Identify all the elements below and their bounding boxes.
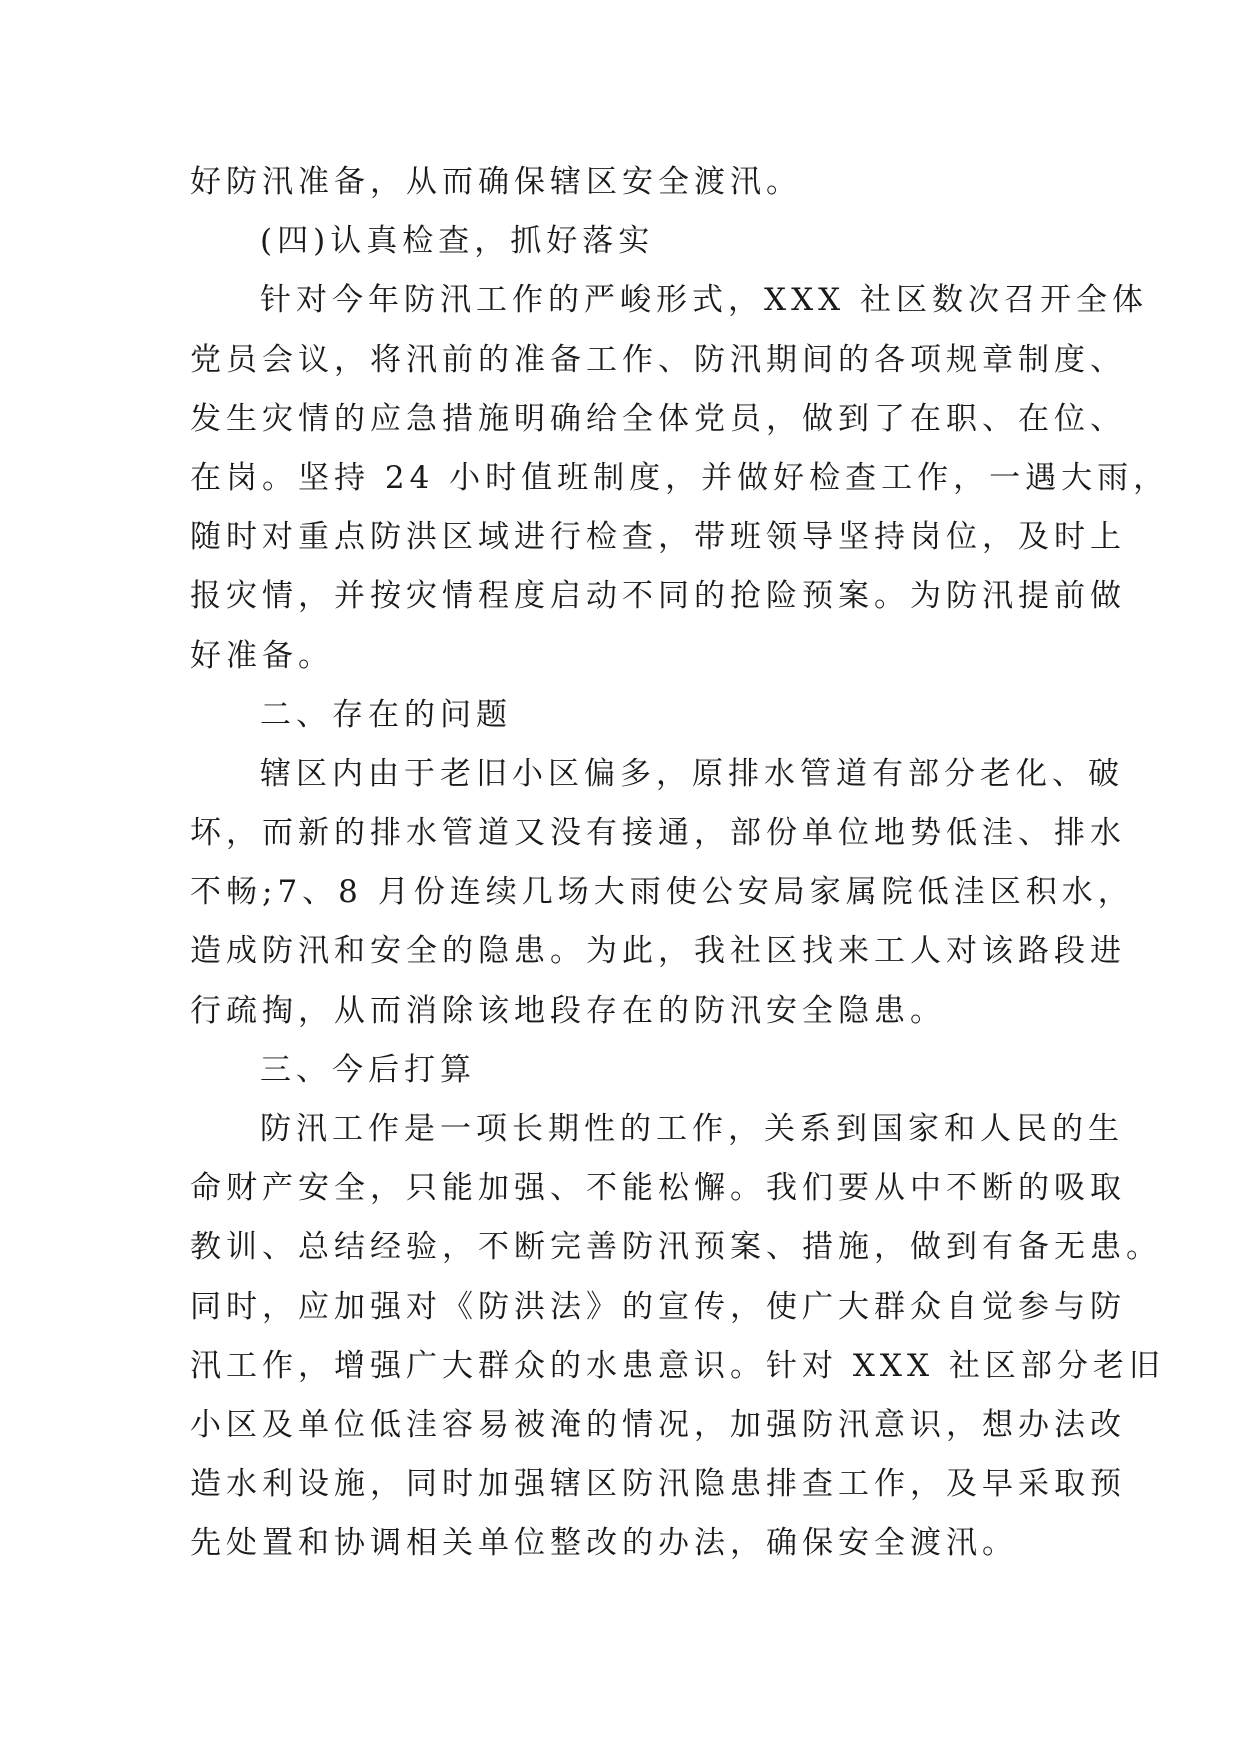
text-line: 造成防汛和安全的隐患。为此，我社区找来工人对该路段进 [190, 933, 1126, 970]
text-line: 造水利设施，同时加强辖区防汛隐患排查工作，及早采取预 [190, 1466, 1126, 1503]
text-line: 好准备。 [190, 637, 334, 674]
text-line: 教训、总结经验，不断完善防汛预案、措施，做到有备无患。 [190, 1229, 1162, 1266]
text-line: 同时，应加强对《防洪法》的宣传，使广大群众自觉参与防 [190, 1288, 1126, 1325]
text-line: 防汛工作是一项长期性的工作，关系到国家和人民的生 [260, 1111, 1124, 1147]
text-line: 辖区内由于老旧小区偏多，原排水管道有部分老化、破 [260, 755, 1124, 792]
text-line: 汛工作，增强广大群众的水患意识。针对 XXX 社区部分老旧 [190, 1347, 1165, 1384]
text-line: 随时对重点防洪区域进行检查，带班领导坚持岗位，及时上 [190, 519, 1126, 556]
text-line: 二、存在的问题 [260, 696, 512, 733]
text-line: 不畅;7、8 月份连续几场大雨使公安局家属院低洼区积水， [190, 874, 1134, 911]
text-line: 发生灾情的应急措施明确给全体党员，做到了在职、在位、 [190, 400, 1126, 437]
text-line: 命财产安全，只能加强、不能松懈。我们要从中不断的吸取 [190, 1170, 1126, 1207]
text-line: 先处置和协调相关单位整改的办法，确保安全渡汛。 [190, 1525, 1018, 1562]
text-line: 行疏掏，从而消除该地段存在的防汛安全隐患。 [190, 992, 946, 1029]
text-line: 针对今年防汛工作的严峻形式，XXX 社区数次召开全体 [260, 282, 1149, 319]
text-line: (四)认真检查，抓好落实 [260, 223, 655, 260]
text-line: 报灾情，并按灾情程度启动不同的抢险预案。为防汛提前做 [190, 578, 1126, 615]
text-line: 党员会议，将汛前的准备工作、防汛期间的各项规章制度、 [190, 341, 1126, 378]
text-line: 好防汛准备，从而确保辖区安全渡汛。 [190, 164, 802, 200]
text-line: 三、今后打算 [260, 1051, 476, 1088]
text-line: 在岗。坚持 24 小时值班制度，并做好检查工作，一遇大雨， [190, 459, 1170, 496]
text-line: 坏，而新的排水管道又没有接通，部份单位地势低洼、排水 [190, 815, 1126, 852]
text-line: 小区及单位低洼容易被淹的情况，加强防汛意识，想办法改 [190, 1406, 1126, 1443]
document-body [190, 153, 1170, 1574]
